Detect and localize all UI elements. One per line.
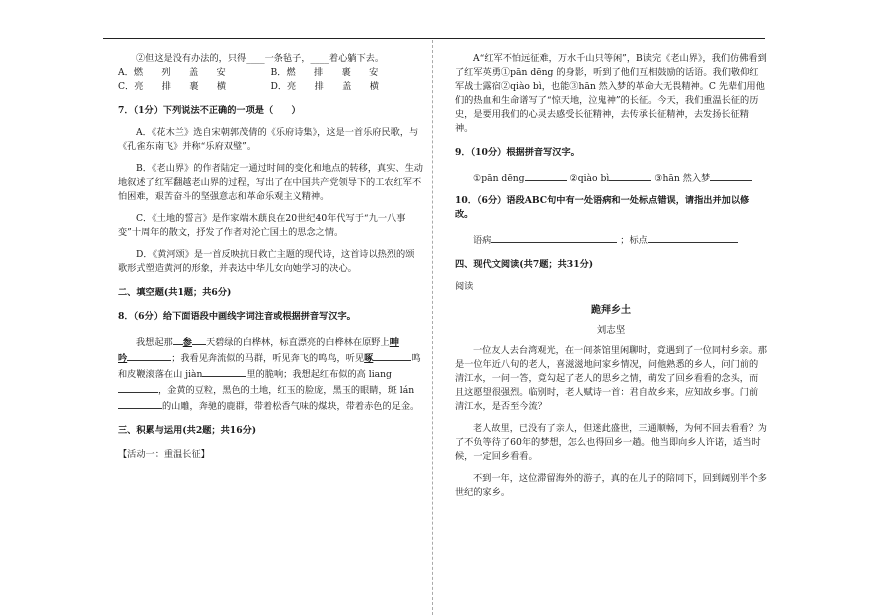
q10-label: ；标点: [620, 235, 648, 246]
section-2-heading: 二、填空题(共1题；共6分): [118, 287, 232, 298]
activity-heading: 【活动一：重温长征】: [118, 449, 210, 460]
q8-text: ；我看见奔流似的马群，听见奔飞的鸣鸟，听见: [171, 353, 365, 364]
q6-option-a: A．燃 列 盖 安: [118, 67, 226, 78]
q10-label: 语病: [473, 235, 492, 246]
q10-blanks: [455, 232, 767, 248]
q8-blank: [173, 334, 183, 345]
q8-text: 鸣和皮鞭滚落在山 jiàn: [118, 353, 421, 380]
article-title: 跪拜乡土: [591, 305, 631, 316]
q7-option-d: D．《黄河颂》是一首反映抗日救亡主题的现代诗，这首诗以热烈的颂歌形式塑造黄河的形象，并表达中华儿女向她学习的决心。: [118, 249, 415, 274]
passage-long-march: A“红军不怕远征难，万水千山只等闲”，B读完《老山界》，我们仿佛看到了红军英勇①pān dēng 的身影，听到了他们互相鼓励的话语。我们敬仰红军战士露宿②qiào bì，也能③hān 然入梦的革命大无畏精神。C 先辈们用他们的热血和生命谱写了“惊天地，泣鬼神”的长征。今天，我们重温长征的历史，是要用我们的心灵去感受长征精神，去传承长征精神，去发扬长征精神。: [455, 53, 767, 134]
q8-text: ，金黄的豆粒，黑色的土地，红玉的脸庞，黑玉的眼睛，斑 lán: [158, 385, 415, 396]
q6-sentence-2: ②但这是没有办法的，只得____一条毡子，____着心躺下去。: [136, 53, 385, 64]
header-rule: [103, 38, 765, 39]
article-paragraph-2: 老人故里，已没有了亲人，但迷此盛世，三通顺畅，为何不回去看看？为了不负等待了60年的梦想，怎么也得回乡一趟。他当即向乡人许诺，适当时候，一定回乡看看。: [455, 423, 767, 462]
q9-item: ③hān 然入梦: [654, 173, 711, 184]
q10-stem: 10．（6分）语段ABC句中有一处语病和一处标点错误，请指出并加以修改。: [455, 195, 750, 220]
q8-text: 的山雕，奔驰的鹿群，带着松香气味的煤块，带着赤色的足金。: [162, 401, 420, 412]
q6-options-row2: [118, 80, 423, 94]
q8-text: 天碧绿的白桦林，标直漂亮的白桦林在原野上: [205, 337, 390, 348]
reading-label: 阅读: [455, 281, 474, 292]
q8-blank: [118, 382, 158, 393]
q6-option-b: B．燃 排 裹 安: [270, 67, 379, 78]
article-paragraph-1: 一位友人去台湾观光，在一间茶馆里闲聊时，竟遇到了一位同村乡亲。那是一位年近八旬的老人，喜滋滋地问家乡情况，问他熟悉的乡人，问门前的清江水，一问一答，竟勾起了老人的思乡之情，萌发了回乡看看的念头，而且这愿望很强烈。临别时，老人赋诗一首：君自故乡来，应知故乡事。门前清江水，是否至今流？: [455, 345, 767, 412]
q8-underlined-word: 啄: [364, 353, 374, 364]
q9-blank: [609, 170, 651, 181]
q9-blank: [525, 170, 567, 181]
q8-text: 我想起那: [136, 337, 173, 348]
q7-option-a: A．《花木兰》选自宋朝郭茂倩的《乐府诗集》，这是一首乐府民歌，与《孔雀东南飞》并称“乐府双璧”。: [118, 127, 419, 152]
q8-passage: [118, 334, 423, 414]
q8-blank: [127, 350, 171, 361]
q10-blank: [491, 232, 617, 243]
q6-option-d: D．亮 排 盖 横: [270, 81, 379, 92]
q9-item: ①pān dēng: [473, 173, 525, 184]
q7-option-b: B．《老山界》的作者陆定一通过时间的变化和地点的转移，真实、生动地叙述了红军翻越老山界的过程，写出了在中国共产党领导下的工农红军不怕困难，艰苦奋斗的坚强意志和革命乐观主义精神。: [118, 163, 423, 202]
q8-blank: [118, 398, 162, 409]
article-paragraph-3: 不到一年，这位滞留海外的游子，真的在儿子的陪同下，回到阔别半个多世纪的家乡。: [455, 473, 767, 498]
q10-blank: [648, 232, 738, 243]
column-divider: [432, 40, 433, 615]
left-column: [118, 52, 423, 462]
q8-text: 里的脆响；我想起红布似的高 liang: [246, 369, 392, 380]
section-4-heading: 四、现代文阅读(共7题；共31分): [455, 259, 594, 270]
q8-underlined-word: 呻: [389, 337, 399, 348]
q9-item: ②qiào bì: [569, 173, 610, 184]
article-author: 刘志坚: [596, 325, 626, 336]
q6-option-c: C．亮 排 裹 横: [118, 81, 227, 92]
q9-blanks: [455, 170, 767, 186]
right-column: [455, 52, 767, 500]
q8-stem: 8．（6分）给下面语段中画线字词注音或根据拼音写汉字。: [118, 311, 356, 322]
q8-underlined-word: 参: [182, 337, 192, 348]
q6-options-row1: [118, 66, 423, 80]
q8-underlined-word: 吟: [118, 353, 128, 364]
q7-option-c: C．《土地的誓言》是作家端木蕻良在20世纪40年代写于“九一八事变”十周年的散文，抒发了作者对沦亡国土的思念之情。: [118, 213, 406, 238]
q8-blank: [202, 366, 246, 377]
section-3-heading: 三、积累与运用(共2题；共16分): [118, 425, 257, 436]
q9-stem: 9．（10分）根据拼音写汉字。: [455, 147, 580, 158]
q7-stem: 7．（1分）下列说法不正确的一项是（ ）: [118, 105, 301, 116]
q8-blank: [192, 334, 206, 345]
q8-blank: [373, 350, 411, 361]
q9-blank: [710, 170, 752, 181]
